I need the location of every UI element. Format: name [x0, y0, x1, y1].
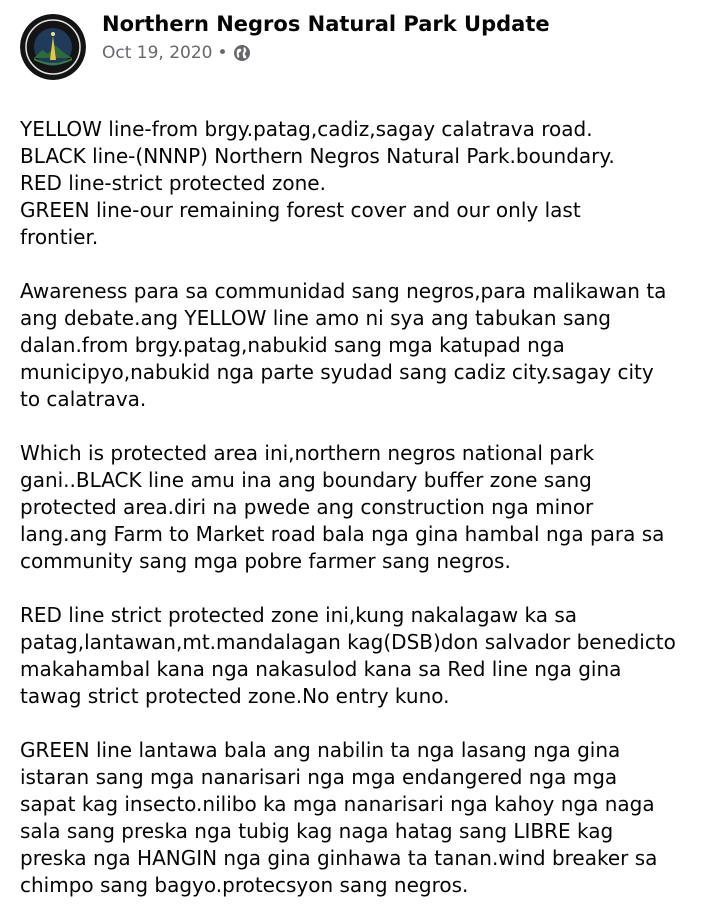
- post-text: [20, 116, 710, 899]
- post-meta: [102, 43, 251, 63]
- post-paragraph: GREEN line lantawa bala ang nabilin ta nga lasang nga gina istaran sang mga nanarisari nga mga endangered nga mga sapat kag insecto.nilibo ka mga nanarisari nga kahoy nga naga sala sang preska nga tubig kag naga hatag sang LIBRE kag preska nga HANGIN nga gina ginhawa ta tanan.wind breaker sa chimpo sang bagyo.protecsyon sang negros.: [20, 738, 658, 897]
- post-paragraph: RED line strict protected zone ini,kung nakalagaw ka sa patag,lantawan,mt.mandalagan kag(DSB)don salvador benedicto makahambal kana nga nakasulod kana sa Red line nga gina tawag strict protected zone.No entry kuno.: [20, 603, 676, 708]
- page-avatar[interactable]: [20, 14, 86, 80]
- post-header: [20, 12, 700, 82]
- meta-separator: •: [217, 43, 228, 63]
- park-logo-icon: [20, 14, 86, 80]
- post-paragraph: Awareness para sa communidad sang negros,para malikawan ta ang debate.ang YELLOW line amo ni sya ang tabukan sang dalan.from brgy.patag,nabukid sang mga katupad nga municipyo,nabukid nga parte syudad sang cadiz city.sagay city to calatrava.: [20, 279, 667, 411]
- page-name-link[interactable]: Northern Negros Natural Park Update: [102, 12, 550, 36]
- post-timestamp[interactable]: Oct 19, 2020: [102, 43, 213, 63]
- post-paragraph: YELLOW line-from brgy.patag,cadiz,sagay calatrava road. BLACK line-(NNNP) Northern Negros Natural Park.boundary. RED line-strict protected zone. GREEN line-our remaining forest cover and our only last frontier.: [20, 117, 615, 249]
- post-paragraph: Which is protected area ini,northern negros national park gani..BLACK line amu ina ang boundary buffer zone sang protected area.diri na pwede ang construction nga minor lang.ang Farm to Market road bala nga gina hambal nga para sa community sang mga pobre farmer sang negros.: [20, 441, 665, 573]
- globe-icon[interactable]: [233, 44, 251, 62]
